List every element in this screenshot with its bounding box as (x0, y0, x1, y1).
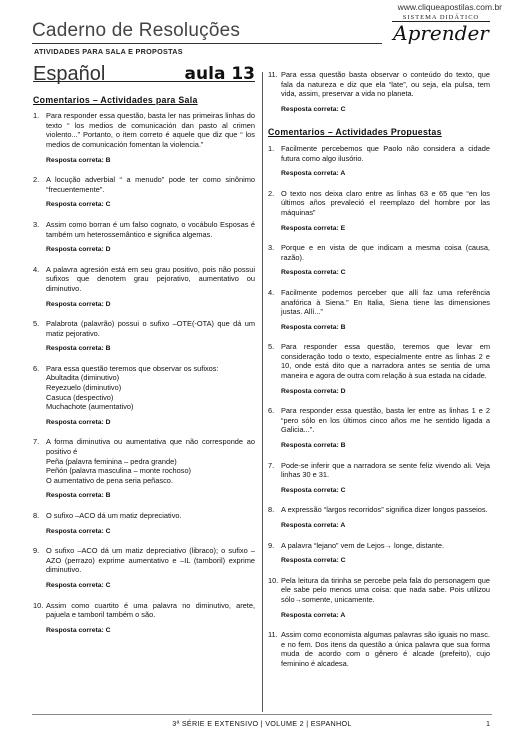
item-number: 7. (268, 460, 275, 470)
column-divider (262, 72, 263, 712)
answer-label: Resposta correta: C (281, 269, 346, 277)
list-item (268, 630, 490, 668)
item-subline: Casuca (despectivo) (46, 392, 114, 402)
item-text: Porque e en vista de que indicam a mesma coisa (causa, razão). (281, 243, 490, 262)
lesson-number: aula 13 (184, 64, 255, 84)
answer-label: Resposta correta: C (46, 527, 111, 535)
list-item (33, 111, 255, 149)
item-number: 1. (268, 143, 275, 153)
right-items-list (268, 144, 490, 669)
item-number: 2. (33, 175, 40, 185)
item-text: O sufixo –ACO dá um matiz depreciativo (libraco); o sufixo –AZO (perrazo) exprime aumentativo e –IL (tamboril) exprime diminutivo. (46, 546, 255, 575)
answer-label: Resposta correta: B (281, 442, 346, 450)
item-text: A forma diminutiva ou aumentativa que não corresponde ao positivo é Peña (palavra feminina – pedra grande) Peñón (palavra masculina – monte rochoso) O aumentativo de pena seria peñasco. (46, 437, 255, 485)
answer-label: Resposta correta: D (46, 418, 111, 426)
item-text: A palavra agresión está em seu grau positivo, pois não possui sufixos que denotem grau pejorativo, aumentativo ou diminutivo. (46, 264, 255, 293)
left-items-list (33, 111, 255, 635)
logo-big-text: Aprender (393, 21, 489, 45)
list-item (268, 505, 490, 515)
document-subtitle: ATIVIDADES PARA SALA E PROPOSTAS (34, 47, 183, 56)
list-item (268, 144, 490, 163)
item-number: 11. (268, 630, 278, 640)
item-number: 1. (33, 111, 40, 121)
item-number: 4. (33, 264, 40, 274)
item-number: 8. (33, 511, 40, 520)
list-item (268, 288, 490, 317)
answer-label: Resposta correta: D (46, 300, 111, 308)
list-item (268, 342, 490, 380)
list-item (33, 437, 255, 485)
item-text: Para responder essa questão, teremos que levar em consideração todo o texto, especialmente entre as linhas 2 e 10, onde está dito que a narradora antes se sentia de uma maneira e agora de outra com relação à sua estada na cidade. (281, 342, 490, 381)
item-text: Pela leitura da tirinha se percebe pela fala do personagem que ele sabe pelo menos uma coisa: que nada sabe. Pois utilizou sólo→somente, unicamente. (281, 575, 490, 604)
item-text: O sufixo –ACO dá um matiz depreciativo. (46, 511, 182, 520)
list-item (268, 576, 490, 605)
item-text: Pode-se inferir que a narradora se sente feliz vivendo ali. Veja linhas 30 e 31. (281, 460, 490, 480)
answer-label: Resposta correta: B (281, 323, 346, 331)
item-text: Assim como borran é um falso cognato, o vocábulo Esposas é também um heterossemântico e significa algemas. (46, 219, 255, 239)
list-item (268, 541, 490, 551)
item-text: Palabrota (palavrão) possui o sufixo –OTE(-OTA) que dá um matiz pejorativo. (46, 319, 255, 338)
list-item (268, 189, 490, 218)
item-subline: O aumentativo de pena seria peñasco. (46, 475, 173, 485)
footer-text: 3ª SÉRIE E EXTENSIVO | VOLUME 2 | ESPANHOL (172, 719, 352, 728)
logo-small-text: SISTEMA DIDÁTICO (402, 14, 480, 21)
item-number: 6. (33, 363, 40, 373)
section-heading-propuestas: Comentarios – Actividades Propuestas (268, 127, 442, 138)
page-header (32, 0, 502, 62)
answer-label: Resposta correta: B (46, 345, 111, 353)
list-item (268, 461, 490, 480)
item-number: 9. (33, 546, 40, 556)
site-url[interactable]: www.cliqueapostilas.com.br (397, 2, 502, 12)
item-number: 6. (268, 406, 275, 416)
list-item (33, 511, 255, 521)
item-number: 8. (268, 505, 275, 515)
answer-label: Resposta correta: D (46, 246, 111, 254)
list-item (33, 546, 255, 575)
item-number: 11. (268, 70, 278, 79)
answer-label: Resposta correta: C (46, 581, 111, 589)
header-divider (32, 43, 382, 44)
item-subline: Reyezuelo (diminutivo) (46, 383, 122, 393)
list-item (33, 175, 255, 194)
item-text: Assim como economista algumas palavras são iguais no masc. e no fem. Dos itens da questão a única palavra que sua forma muda de acordo com o gênero é alcade (prefeito), cujo feminino é alcadesa. (281, 630, 490, 668)
item-subline: Abultadita (diminutivo) (46, 373, 120, 383)
item-text: Facilmente podemos perceber que allí faz uma referência anafórica à Siena.” En Italia, Siena tiene las dimensiones justas. Allí...” (281, 287, 490, 317)
answer-label: Resposta correta: C (281, 557, 346, 565)
item-number: 3. (268, 243, 275, 253)
item-number: 10. (33, 600, 44, 610)
item-number: 5. (33, 319, 40, 329)
list-item (33, 364, 255, 412)
page-footer (32, 714, 492, 728)
answer-label: Resposta correta: A (281, 522, 346, 529)
document-title: Caderno de Resoluções (32, 20, 241, 41)
item-number: 10. (268, 575, 279, 585)
list-item (33, 319, 255, 338)
answer-label: Resposta correta: D (281, 387, 346, 395)
section-heading-sala: Comentarios – Actividades para Sala (33, 94, 198, 105)
answer-label: Resposta correta: A (281, 611, 346, 619)
item-number: 7. (33, 437, 40, 447)
list-item (33, 220, 255, 239)
list-item (33, 265, 255, 294)
list-item (33, 601, 255, 620)
right-column (268, 70, 490, 673)
answer-label: Resposta correta: A (281, 170, 346, 178)
item-subline: Peña (palavra feminina – pedra grande) (46, 456, 177, 466)
item-text: Para essa questão teremos que observar os sufixos: Abultadita (diminutivo) Reyezuelo (diminutivo) Casuca (despectivo) Muchachote (aumentativo) (46, 364, 255, 412)
page-number: 1 (486, 719, 490, 728)
lesson-title-row (33, 63, 255, 85)
subject-title: Español (33, 63, 106, 85)
list-item (268, 243, 490, 262)
answer-label: Resposta correta: B (46, 492, 111, 500)
item-number: 3. (33, 219, 40, 229)
left-column (33, 63, 255, 645)
answer-label: Resposta correta: E (281, 224, 346, 232)
answer-label: Resposta correta: C (281, 105, 346, 113)
item-text: A expressão “largos recorridos” significa dizer longos passeios. (281, 505, 488, 515)
item-number: 9. (268, 540, 275, 550)
item-number: 5. (268, 342, 275, 352)
answer-label: Resposta correta: C (281, 486, 346, 494)
item-text: O texto nos deixa claro entre as linhas 63 e 65 que “en los últimos años prevaleció el reemplazo del hombre por las máquinas” (281, 188, 490, 217)
answer-label: Resposta correta: B (46, 156, 111, 164)
aprender-logo (386, 14, 496, 58)
item-text: A locução adverbial “ a menudo” pode ter como sinônimo “frecuentemente”. (46, 175, 255, 194)
item-text: A palavra “lejano” vem de Lejos→ longe, distante. (281, 540, 445, 550)
list-item (268, 70, 490, 99)
item-text: Facilmente percebemos que Paolo não considera a cidade futura como algo ilusório. (281, 143, 490, 163)
answer-label: Resposta correta: C (46, 201, 111, 209)
item-number: 2. (268, 188, 275, 198)
item-subline: Muchachote (aumentativo) (46, 402, 134, 412)
item-text: Assim como cuartito é uma palavra no diminutivo, arete, pajuela e tamboril também o são. (46, 600, 255, 620)
list-item (268, 406, 490, 435)
answer-label: Resposta correta: C (46, 626, 111, 634)
item-subline: Peñón (palavra masculina – monte rochoso) (46, 466, 192, 476)
item-text: Para responder essa questão, basta ler entre as linhas 1 e 2 “pero sólo en los últimos cinco años me he sentido ligada a Galicia...”. (281, 406, 490, 435)
item-number: 4. (268, 287, 275, 297)
item-text: Para essa questão basta observar o conteúdo do texto, que fala da natureza e diz que ela “late”, ou seja, ela pulsa, tem vida, assim, preservar a vida no planeta. (281, 70, 490, 99)
item-text: Para responder essa questão, basta ler nas primeiras linhas do texto “ los medios de comunicación dan pasto al crimen violento...” Portanto, o item correto é aquele que diz que “ los medios de comunicación fomentan la violencia.” (46, 111, 255, 149)
